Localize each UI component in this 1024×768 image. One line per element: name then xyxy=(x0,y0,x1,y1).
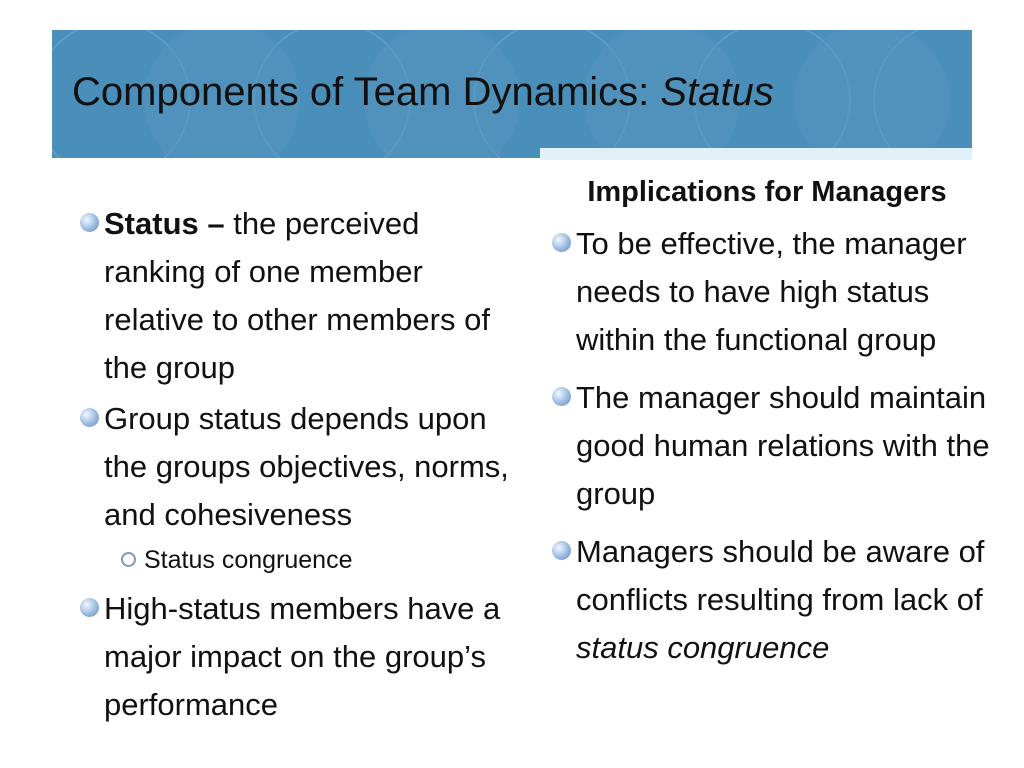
definition-text: the perceived ranking of one member relative to other members of the group xyxy=(104,206,490,385)
sub-bullet-ring-icon xyxy=(121,552,136,567)
right-heading: Implications for Managers xyxy=(587,176,947,208)
left-column xyxy=(80,200,510,732)
bullet-text: Managers should be aware of conflicts resulting from lack of xyxy=(576,534,985,617)
italic-term: status congruence xyxy=(576,630,830,665)
slide-title xyxy=(72,70,774,115)
bullet-dot-icon xyxy=(552,387,571,406)
sub-bullet-text: Status congruence xyxy=(144,546,353,574)
sub-bullet-status-congruence xyxy=(80,542,510,578)
bullet-text: To be effective, the manager needs to have high status within the functional group xyxy=(576,226,967,357)
accent-bar xyxy=(540,148,972,160)
bullet-status-definition xyxy=(80,200,510,392)
bullet-group-status xyxy=(80,395,510,539)
bullet-manager-relations xyxy=(552,374,1002,518)
bullet-dot-icon xyxy=(552,541,571,560)
bullet-manager-effective xyxy=(552,220,1002,364)
right-column xyxy=(552,172,1002,682)
bullet-dot-icon xyxy=(80,213,99,232)
bullet-dot-icon xyxy=(552,233,571,252)
bullet-manager-conflicts xyxy=(552,528,1002,672)
bullet-high-status-members xyxy=(80,585,510,729)
title-italic: Status xyxy=(660,70,774,114)
term-status: Status – xyxy=(104,206,234,241)
title-main: Components of Team Dynamics: xyxy=(72,70,661,114)
title-banner xyxy=(52,30,972,158)
bullet-text: The manager should maintain good human relations with the group xyxy=(576,380,990,511)
bullet-dot-icon xyxy=(80,598,99,617)
bullet-text: Group status depends upon the groups objectives, norms, and cohesiveness xyxy=(104,401,509,532)
bullet-dot-icon xyxy=(80,408,99,427)
bullet-text: High-status members have a major impact on the group’s performance xyxy=(104,591,501,722)
